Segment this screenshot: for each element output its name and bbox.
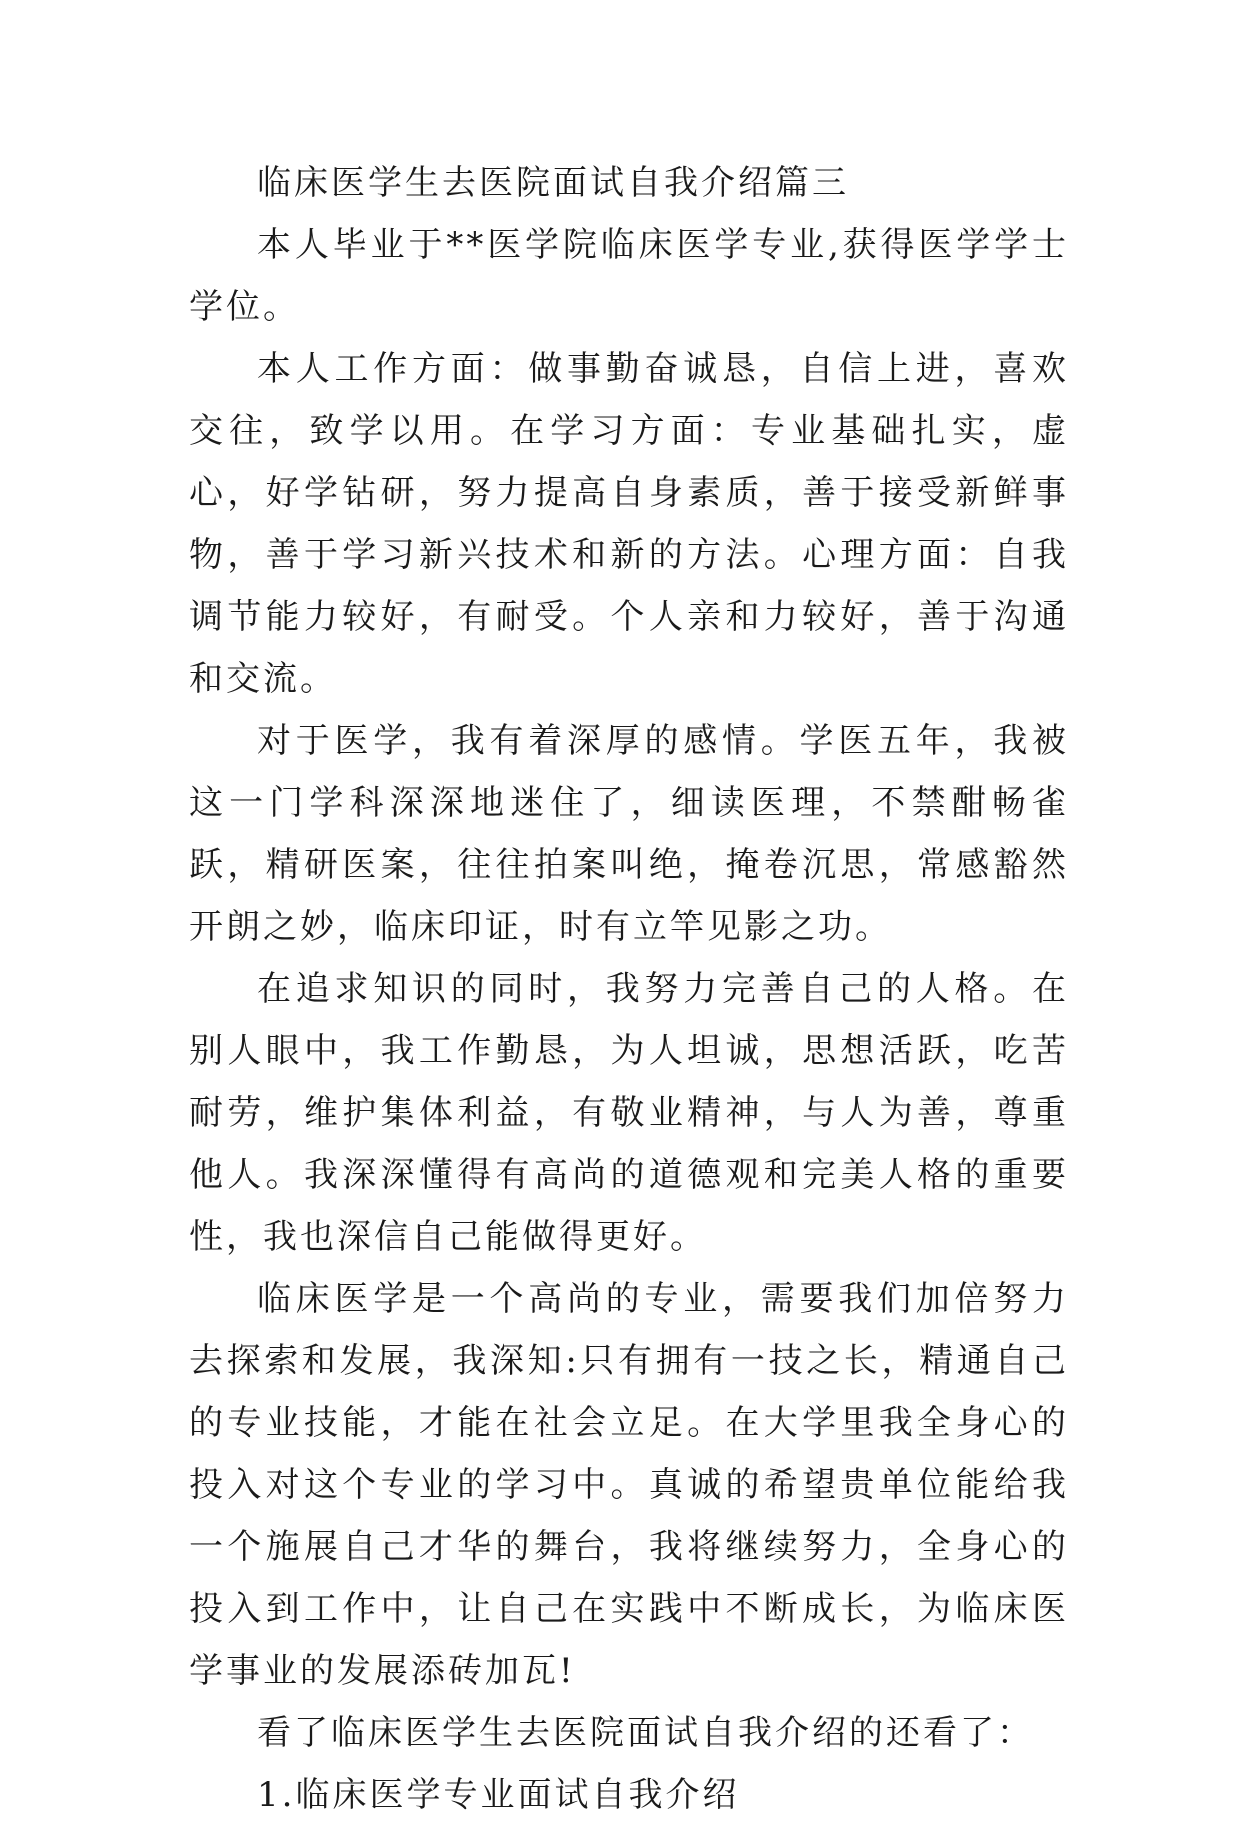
related-reading-link[interactable]: 1.临床医学专业面试自我介绍 (257, 1775, 740, 1815)
paragraph-education: 本人毕业于**医学院临床医学专业,获得医学学士学位。 (189, 225, 1069, 327)
paragraph-medicine-passion: 对于医学，我有着深厚的感情。学医五年，我被这一门学科深深地迷住了，细读医理，不禁酣畅雀跃，精研医案，往往拍案叫绝，掩卷沉思，常感豁然开朗之妙，临床印证，时有立竿见影之功。 (189, 721, 1069, 947)
related-reading-heading: 看了临床医学生去医院面试自我介绍的还看了： (257, 1713, 1034, 1753)
paragraph-aspiration: 临床医学是一个高尚的专业，需要我们加倍努力去探索和发展，我深知:只有拥有一技之长，精通自己的专业技能，才能在社会立足。在大学里我全身心的投入对这个专业的学习中。真诚的希望贵单位能给我一个施展自己才华的舞台，我将继续努力，全身心的投入到工作中，让自己在实践中不断成长，为临床医学事业的发展添砖加瓦! (189, 1279, 1069, 1691)
document-body (189, 152, 1069, 1826)
paragraph-character: 在追求知识的同时，我努力完善自己的人格。在别人眼中，我工作勤恳，为人坦诚，思想活跃，吃苦耐劳，维护集体利益，有敬业精神，与人为善，尊重他人。我深深懂得有高尚的道德观和完美人格的重要性，我也深信自己能做得更好。 (189, 969, 1069, 1257)
paragraph-work-study: 本人工作方面：做事勤奋诚恳，自信上进，喜欢交往，致学以用。在学习方面：专业基础扎实，虚心，好学钻研，努力提高自身素质，善于接受新鲜事物，善于学习新兴技术和新的方法。心理方面：自我调节能力较好，有耐受。个人亲和力较好，善于沟通和交流。 (189, 349, 1069, 699)
document-title: 临床医学生去医院面试自我介绍篇三 (257, 163, 849, 203)
